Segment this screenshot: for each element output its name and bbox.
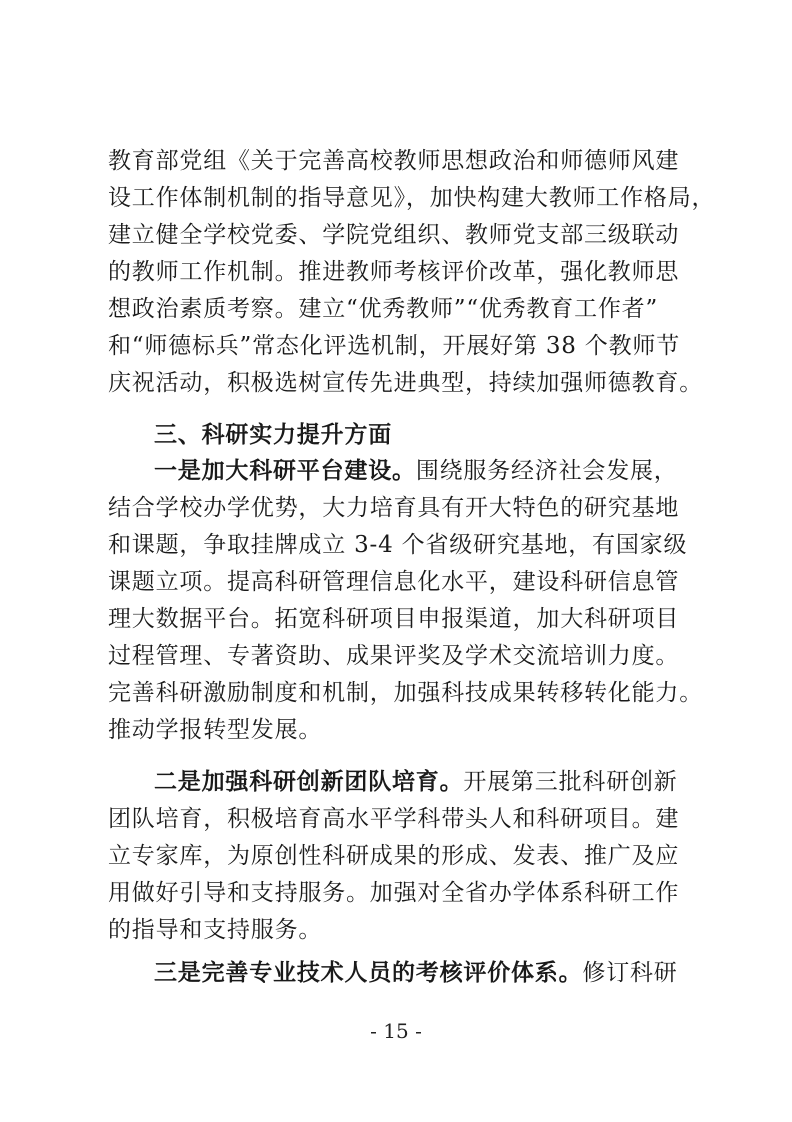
paragraph-line: 和“师德标兵”常态化评选机制，开展好第 38 个教师节	[108, 333, 681, 359]
paragraph-line: 推动学报转型发展。	[108, 717, 323, 743]
paragraph-line: 和课题，争取挂牌成立 3-4 个省级研究基地，有国家级	[108, 532, 688, 558]
paragraph-line: 团队培育，积极培育高水平学科带头人和科研项目。建	[108, 806, 680, 832]
paragraph-line: 庆祝活动，积极选树宣传先进典型，持续加强师德教育。	[108, 370, 703, 396]
item3-first-line	[154, 958, 698, 988]
paragraph-line: 设工作体制机制的指导意见》，加快构建大教师工作格局，	[108, 185, 716, 211]
paragraph-line: 教育部党组《关于完善高校教师思想政治和师德师风建	[108, 148, 680, 174]
section-heading: 三、科研实力提升方面	[154, 422, 392, 448]
item1-first-rest: 围绕服务经济社会发展，	[415, 458, 678, 484]
item2-first-line	[154, 767, 698, 797]
item3-first-rest: 修订科研	[582, 960, 678, 986]
item2-title: 二是加强科研创新团队培育。	[154, 769, 464, 795]
paragraph-line: 课题立项。提高科研管理信息化水平，建设科研信息管	[108, 569, 680, 595]
paragraph-line: 的指导和支持服务。	[108, 917, 323, 943]
paragraph-line: 想政治素质考察。建立“优秀教师”“优秀教育工作者”	[108, 296, 659, 322]
paragraph-line: 理大数据平台。拓宽科研项目申报渠道，加大科研项目	[108, 606, 680, 632]
paragraph-line: 建立健全学校党委、学院党组织、教师党支部三级联动	[108, 222, 680, 248]
item3-title: 三是完善专业技术人员的考核评价体系。	[154, 960, 583, 986]
paragraph-line: 完善科研激励制度和机制，加强科技成果转移转化能力。	[108, 680, 703, 706]
page-number: - 15 -	[370, 1019, 422, 1043]
item2-first-rest: 开展第三批科研创新	[463, 769, 678, 795]
item1-first-line	[154, 456, 698, 486]
paragraph-line: 用做好引导和支持服务。加强对全省办学体系科研工作	[108, 880, 680, 906]
item1-title: 一是加大科研平台建设。	[154, 458, 416, 484]
paragraph-line: 立专家库，为原创性科研成果的形成、发表、推广及应	[108, 843, 680, 869]
paragraph-line: 过程管理、专著资助、成果评奖及学术交流培训力度。	[108, 643, 680, 669]
paragraph-line: 结合学校办学优势，大力培育具有开大特色的研究基地	[108, 495, 680, 521]
paragraph-line: 的教师工作机制。推进教师考核评价改革，强化教师思	[108, 259, 680, 285]
